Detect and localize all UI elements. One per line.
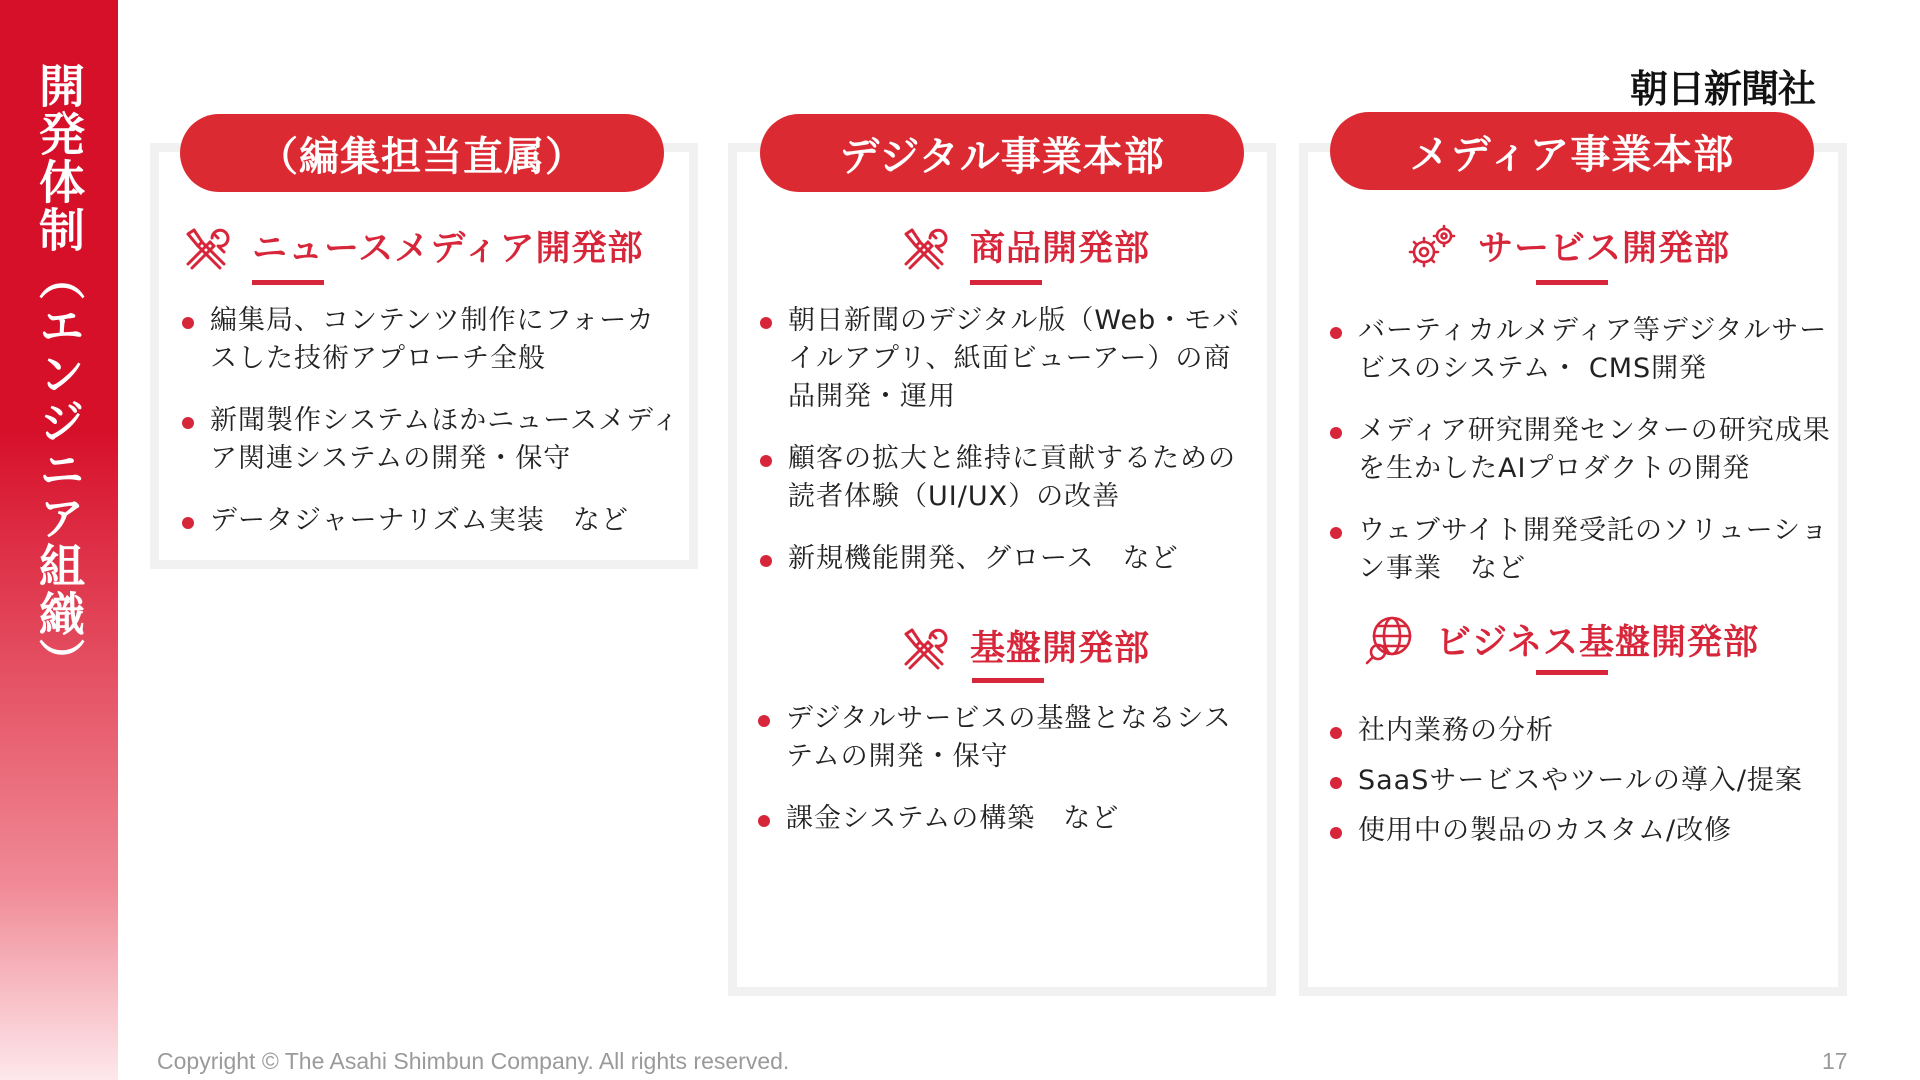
list-item: デジタルサービスの基盤となるシステムの開発・保守	[756, 700, 1256, 776]
bullet-list	[758, 302, 1258, 602]
list-item: ウェブサイト開発受託のソリューション事業 など	[1328, 512, 1838, 588]
page-number: 17	[1822, 1048, 1848, 1074]
column-header-media: メディア事業本部	[1330, 112, 1814, 190]
section-underline	[252, 280, 324, 285]
tools-icon	[180, 220, 232, 272]
list-item: 新聞製作システムほかニュースメディア関連システムの開発・保守	[180, 402, 680, 478]
bullet-list	[180, 302, 680, 564]
list-item: 顧客の拡大と維持に貢献するための読者体験（UI/UX）の改善	[758, 440, 1258, 516]
list-item: SaaSサービスやツールの導入/提案	[1328, 762, 1838, 800]
section-title: 商品開発部	[970, 229, 1151, 269]
tools-icon	[898, 220, 950, 272]
globe-search-icon	[1364, 614, 1416, 666]
sidebar-title: 開発体制（エンジニア組織）	[32, 62, 86, 686]
section-service	[1406, 220, 1730, 272]
section-underline	[970, 280, 1042, 285]
sidebar	[0, 0, 118, 1080]
section-underline	[1536, 280, 1608, 285]
column-header-digital: デジタル事業本部	[760, 114, 1244, 192]
bullet-list	[756, 700, 1256, 862]
section-title: 基盤開発部	[970, 629, 1151, 669]
section-title: ニュースメディア開発部	[252, 229, 644, 269]
copyright-text: Copyright © The Asahi Shimbun Company. All rights reserved.	[157, 1048, 790, 1074]
column-header-editorial: （編集担当直属）	[180, 114, 664, 192]
section-title: サービス開発部	[1478, 229, 1731, 269]
list-item: 課金システムの構築 など	[756, 800, 1256, 838]
section-title: ビジネス基盤開発部	[1436, 623, 1759, 663]
list-item: データジャーナリズム実装 など	[180, 502, 680, 540]
bullet-list	[1328, 312, 1838, 612]
gears-icon	[1406, 220, 1458, 272]
list-item: 編集局、コンテンツ制作にフォーカスした技術アプローチ全般	[180, 302, 680, 378]
section-underline	[1536, 670, 1608, 675]
section-product	[898, 220, 1150, 272]
section-news-media	[180, 220, 643, 272]
list-item: 使用中の製品のカスタム/改修	[1328, 812, 1838, 850]
list-item: 朝日新聞のデジタル版（Web・モバイルアプリ、紙面ビューアー）の商品開発・運用	[758, 302, 1258, 416]
bullet-list	[1328, 712, 1838, 874]
list-item: バーティカルメディア等デジタルサービスのシステム・ CMS開発	[1328, 312, 1838, 388]
list-item: メディア研究開発センターの研究成果を生かしたAIプロダクトの開発	[1328, 412, 1838, 488]
list-item: 新規機能開発、グロース など	[758, 540, 1258, 578]
company-logo: 朝日新聞社	[1630, 66, 1816, 111]
section-platform	[898, 620, 1150, 672]
list-item: 社内業務の分析	[1328, 712, 1838, 750]
tools-icon	[898, 620, 950, 672]
section-underline	[972, 678, 1044, 683]
section-business-platform	[1364, 614, 1759, 666]
